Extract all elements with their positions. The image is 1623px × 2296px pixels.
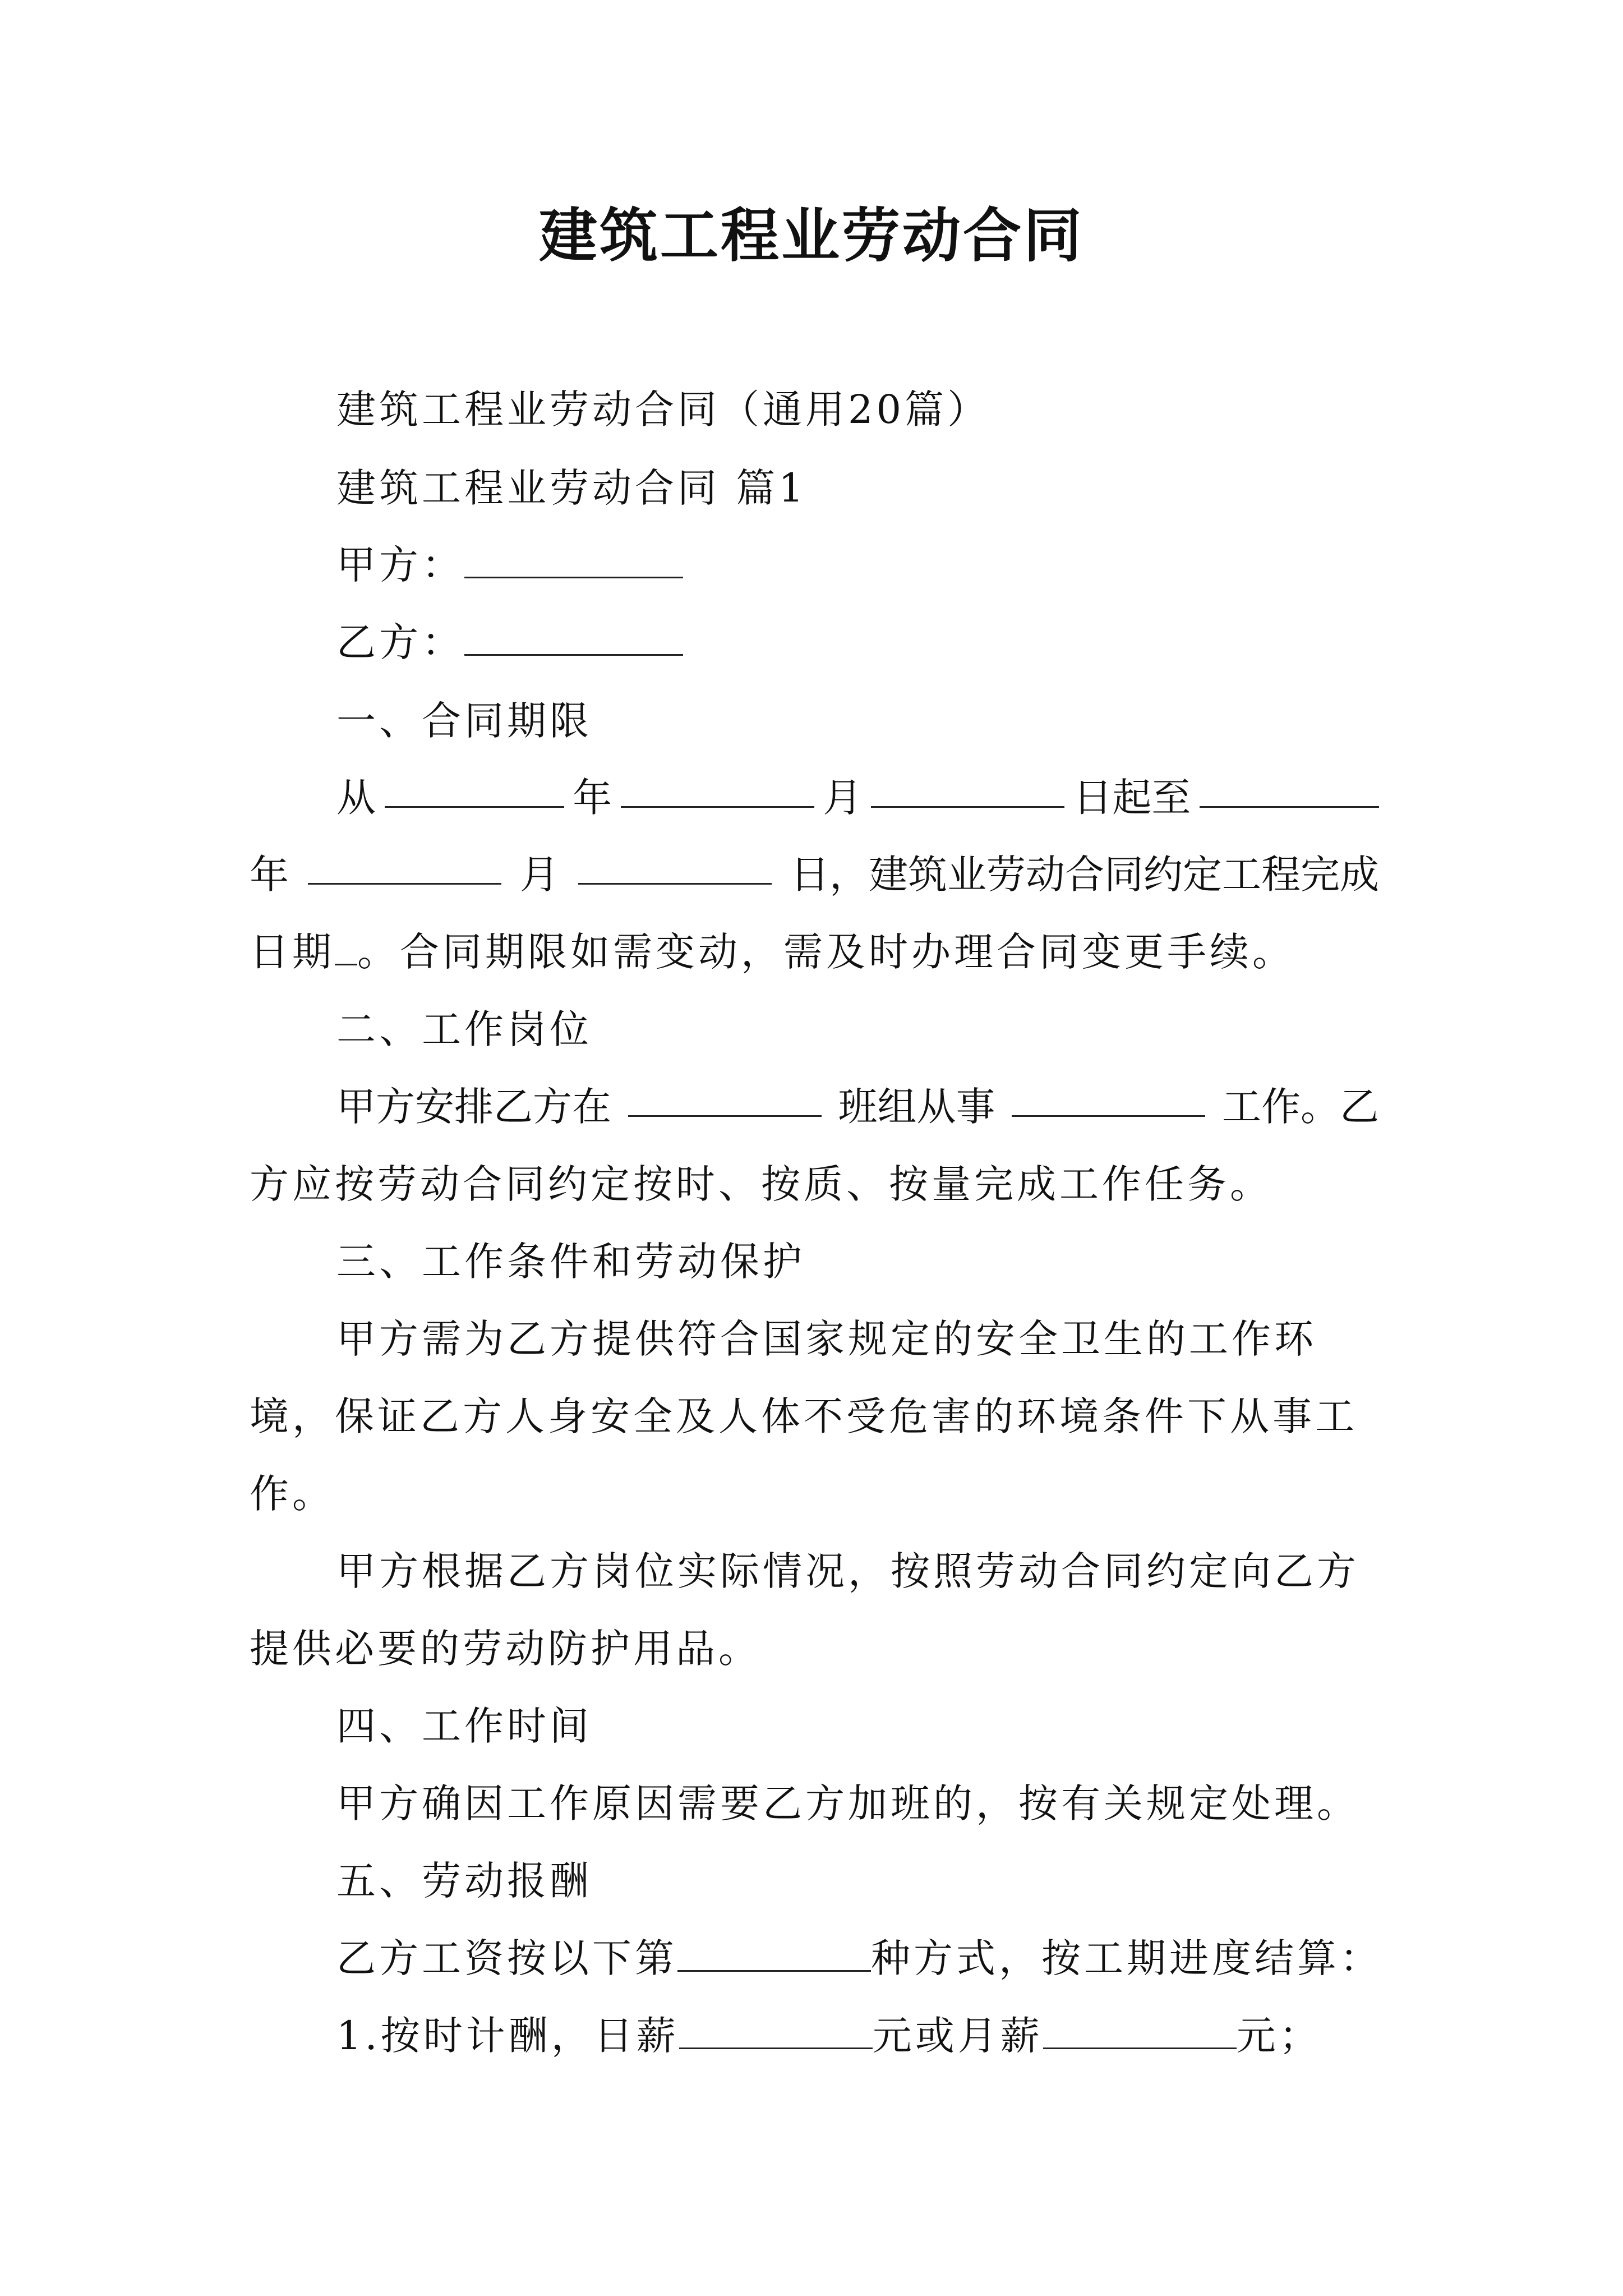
team-blank [628, 1082, 822, 1117]
text-segment: 。合同期限如需变动，需及时办理合同变更手续。 [357, 929, 1295, 975]
party-a-label: 甲方： [336, 542, 464, 588]
end-year-blank [1200, 772, 1379, 808]
time-pay-line [336, 2010, 1322, 2061]
party-b-blank [464, 620, 683, 656]
party-a-line [336, 540, 683, 590]
document-subtitle: 建筑工程业劳动合同（通用20篇） [336, 386, 990, 432]
text-segment: 乙方工资按以下第 [336, 1935, 677, 1981]
heading-contract-term: 一、合同期限 [336, 698, 592, 744]
party-b-label: 乙方： [336, 619, 464, 665]
text-segment: 班组从事 [838, 1084, 995, 1130]
term-line-1 [336, 772, 1379, 823]
payment-method-line [336, 1933, 1382, 1984]
text-segment: 年 [250, 852, 289, 898]
year-blank [385, 772, 564, 808]
text-segment: 从 [336, 775, 376, 821]
method-number-blank [677, 1936, 871, 1972]
conditions-line-1: 甲方需为乙方提供符合国家规定的安全卫生的工作环 [336, 1316, 1317, 1362]
conditions-line-3: 作。 [250, 1471, 335, 1517]
conditions-line-2: 境，保证乙方人身安全及人体不受危害的环境条件下从事工 [250, 1393, 1358, 1439]
heading-work-time: 四、工作时间 [336, 1703, 592, 1749]
text-segment: 年 [573, 775, 612, 821]
text-segment: 1.按时计酬，日薪 [336, 2013, 679, 2059]
text-segment: 月 [520, 852, 559, 898]
text-segment: 日，建筑业劳动合同约定工程完成 [790, 852, 1379, 898]
text-segment: 元或月薪 [872, 2013, 1043, 2059]
position-line-2: 方应按劳动合同约定按时、按质、按量完成工作任务。 [250, 1161, 1272, 1207]
text-segment: 月 [823, 775, 863, 821]
text-segment: 日期 [250, 929, 335, 975]
daily-wage-blank [679, 2014, 873, 2049]
party-a-blank [464, 543, 683, 578]
heading-work-conditions: 三、工作条件和劳动保护 [336, 1239, 805, 1285]
heading-work-position: 二、工作岗位 [336, 1006, 592, 1052]
protection-line-1: 甲方根据乙方岗位实际情况，按照劳动合同约定向乙方 [336, 1548, 1359, 1594]
position-line-1 [336, 1082, 1379, 1132]
month-blank [621, 772, 814, 808]
text-segment: 元； [1236, 2013, 1322, 2059]
day-blank [871, 772, 1064, 808]
job-blank [1012, 1082, 1205, 1117]
text-segment: 工作。乙 [1222, 1084, 1379, 1130]
text-segment: 甲方安排乙方在 [336, 1084, 611, 1130]
document-title: 建筑工程业劳动合同 [538, 201, 1084, 270]
party-b-line [336, 617, 683, 668]
monthly-wage-blank [1043, 2014, 1237, 2049]
heading-remuneration: 五、劳动报酬 [336, 1858, 592, 1904]
completion-date-blank [335, 930, 357, 965]
text-segment: 种方式，按工期进度结算： [871, 1935, 1382, 1981]
term-line-2 [250, 849, 1379, 900]
text-segment: 日起至 [1073, 775, 1191, 821]
term-line-3 [250, 927, 1295, 977]
protection-line-2: 提供必要的劳动防护用品。 [250, 1626, 761, 1672]
overtime-line: 甲方确因工作原因需要乙方加班的，按有关规定处理。 [336, 1780, 1359, 1826]
section-title: 建筑工程业劳动合同 篇1 [336, 465, 807, 511]
end-month-blank [308, 849, 501, 885]
end-day-blank [578, 849, 772, 885]
